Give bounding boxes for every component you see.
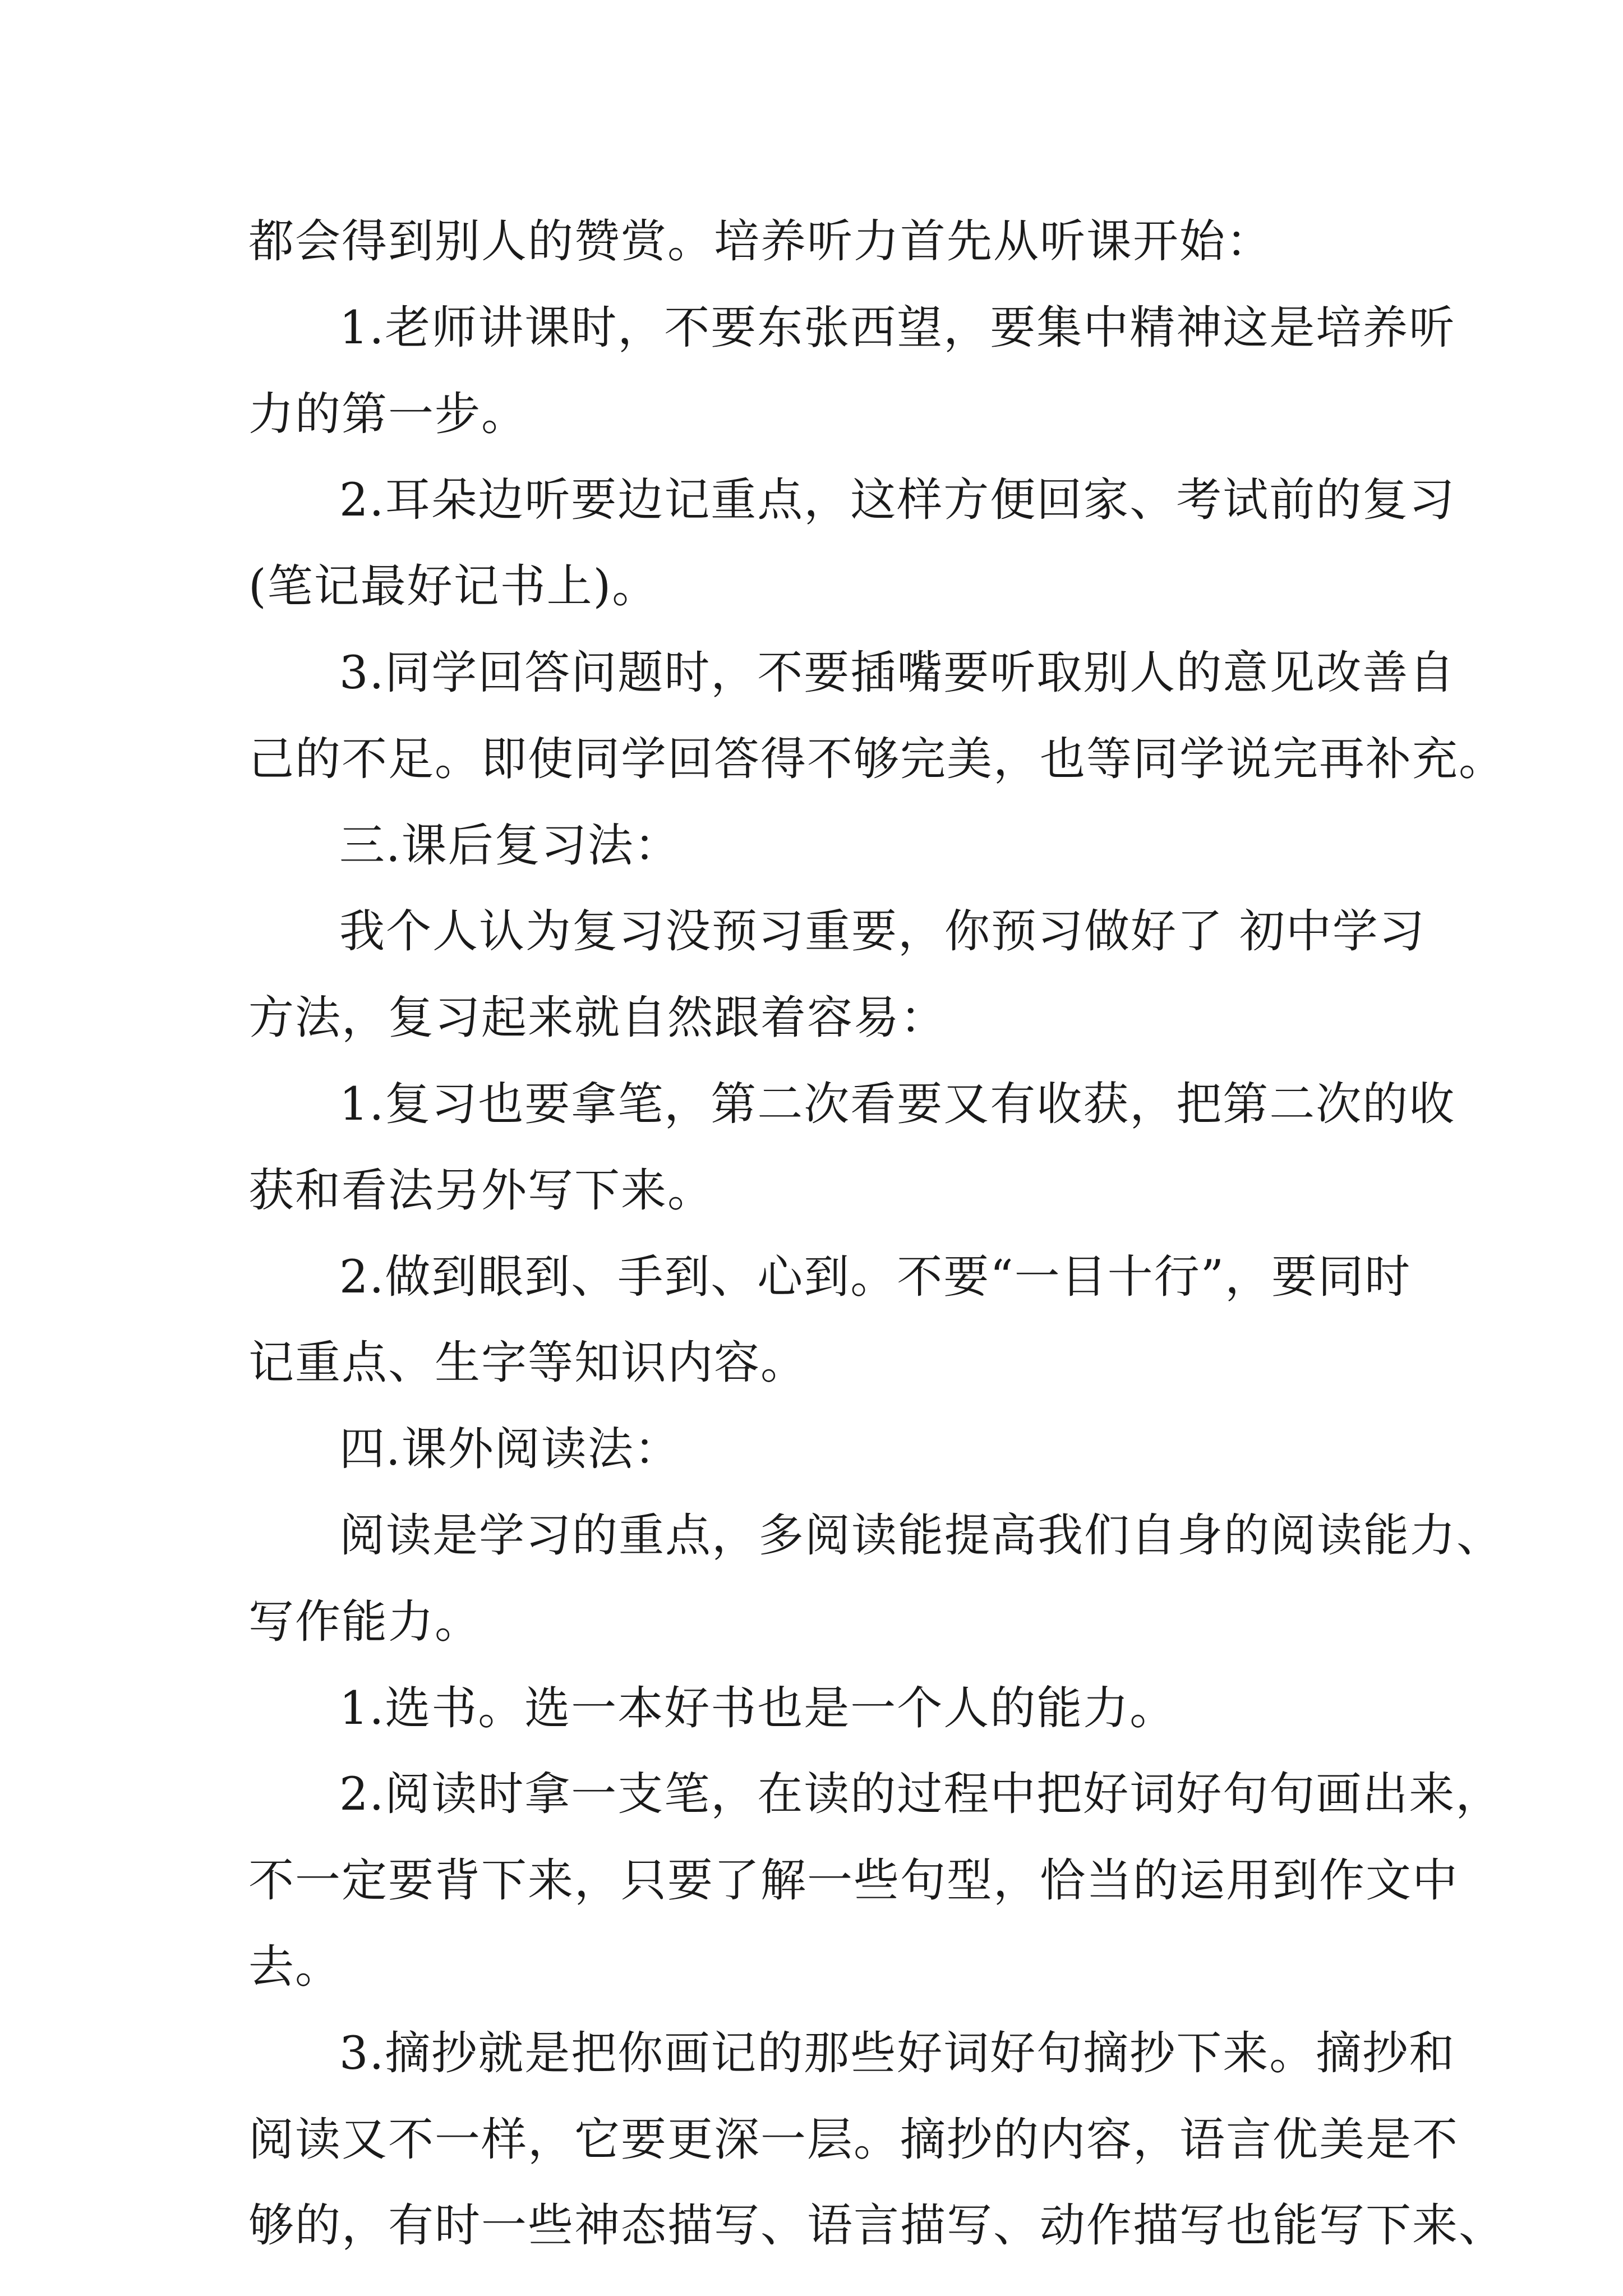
- text-line-16: 阅读是学习的重点，多阅读能提高我们自身的阅读能力、: [339, 1509, 1504, 1562]
- text-line-3: 力的第一步。: [248, 388, 528, 441]
- text-line-2: 1.老师讲课时，不要东张西望，要集中精神这是培养听: [339, 301, 1456, 355]
- text-line-17: 写作能力。: [248, 1595, 482, 1649]
- text-line-18: 1.选书。选一本好书也是一个人的能力。: [339, 1682, 1177, 1735]
- text-line-5: (笔记最好记书上)。: [248, 560, 659, 614]
- text-line-1: 都会得到别人的赞赏。培养听力首先从听课开始：: [248, 215, 1273, 268]
- section-heading-reading: 四.课外阅读法：: [339, 1423, 681, 1476]
- text-line-22: 3.摘抄就是把你画记的那些好词好句摘抄下来。摘抄和: [339, 2027, 1456, 2080]
- text-line-14: 记重点、生字等知识内容。: [248, 1337, 808, 1390]
- text-line-19: 2.阅读时拿一支笔，在读的过程中把好词好句句画出来，: [339, 1768, 1502, 1821]
- text-line-13: 2.做到眼到、手到、心到。不要“一目十行”，要同时: [339, 1250, 1412, 1304]
- body-text: [248, 199, 1506, 2270]
- text-line-10: 方法，复习起来就自然跟着容易：: [248, 992, 947, 1045]
- text-line-24: 够的，有时一些神态描写、语言描写、动作描写也能写下来、: [248, 2200, 1506, 2253]
- text-line-6: 3.同学回答问题时，不要插嘴要听取别人的意见改善自: [339, 646, 1456, 700]
- text-line-21: 去。: [248, 1940, 342, 1994]
- text-line-12: 获和看法另外写下来。: [248, 1164, 714, 1217]
- section-heading-review: 三.课后复习法：: [339, 819, 681, 872]
- text-line-20: 不一定要背下来，只要了解一些句型，恰当的运用到作文中: [248, 1855, 1459, 1908]
- text-line-7: 己的不足。即使同学回答得不够完美，也等同学说完再补充。: [248, 733, 1506, 786]
- text-line-4: 2.耳朵边听要边记重点，这样方便回家、考试前的复习: [339, 474, 1456, 527]
- text-line-9: 我个人认为复习没预习重要，你预习做好了 初中学习: [339, 905, 1426, 959]
- text-line-11: 1.复习也要拿笔，第二次看要又有收获，把第二次的收: [339, 1078, 1456, 1131]
- text-line-23: 阅读又不一样，它要更深一层。摘抄的内容，语言优美是不: [248, 2113, 1459, 2166]
